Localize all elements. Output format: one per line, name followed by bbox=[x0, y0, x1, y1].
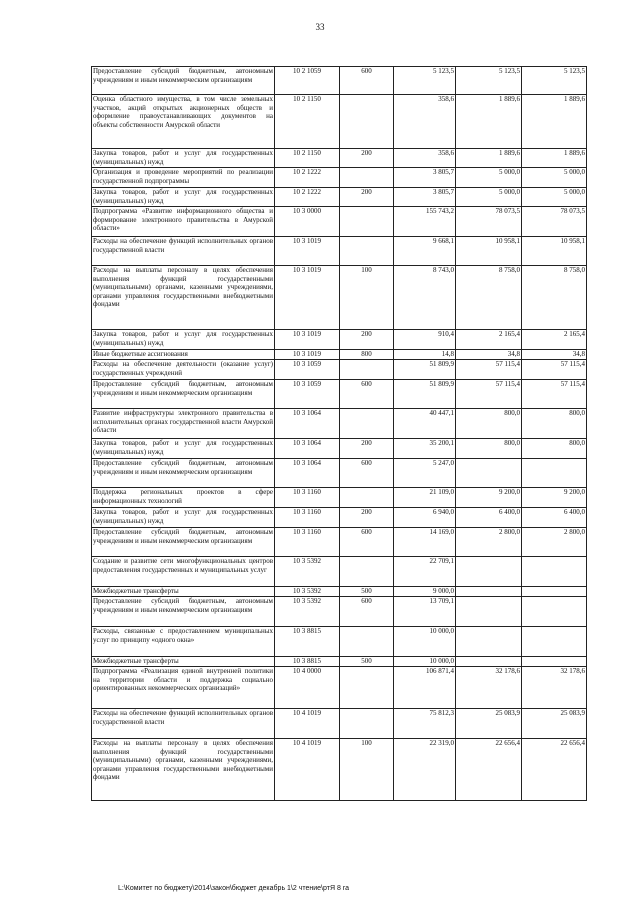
row-code-cell: 10 3 0000 bbox=[275, 207, 340, 237]
row-value-2014-cell: 910,4 bbox=[394, 330, 456, 350]
row-value-2014-cell: 14,8 bbox=[394, 350, 456, 360]
row-value-2014-cell: 51 809,9 bbox=[394, 380, 456, 409]
row-expense-type-cell: 200 bbox=[340, 508, 394, 528]
row-value-2015-cell bbox=[456, 597, 522, 627]
row-name-cell: Межбюджетные трансферты bbox=[92, 587, 275, 597]
row-name-cell: Расходы на обеспечение функций исполнительных органов государственной власти bbox=[92, 237, 275, 266]
row-name-cell: Предоставление субсидий бюджетным, автономным учреждениям и иным некоммерческим организациям bbox=[92, 380, 275, 409]
row-name-cell: Расходы на выплаты персоналу в целях обеспечения выполнения функций государственными (муниципальными) органами, казенными учреждениями, органами управления государственными внебюджетными фондами bbox=[92, 266, 275, 330]
row-name-cell: Закупка товаров, работ и услуг для государственных (муниципальных) нужд bbox=[93, 149, 273, 166]
row-name-cell: Межбюджетные трансферты bbox=[92, 657, 275, 667]
row-expense-type-cell bbox=[340, 627, 394, 657]
row-name-cell: Расходы на обеспечение функций исполнительных органов государственной власти bbox=[92, 709, 275, 739]
row-name-cell: Закупка товаров, работ и услуг для государственных (муниципальных) нужд bbox=[92, 439, 275, 459]
table-row bbox=[92, 67, 587, 95]
table-row bbox=[92, 739, 587, 801]
row-value-2016-cell: 22 656,4 bbox=[522, 739, 587, 801]
row-value-2015-cell: 78 073,5 bbox=[456, 207, 522, 237]
row-name-cell: Предоставление субсидий бюджетным, автономным учреждениям и иным некоммерческим организациям bbox=[92, 597, 275, 627]
row-value-2016-cell: 57 115,4 bbox=[522, 360, 587, 380]
row-expense-type-cell: 600 bbox=[340, 380, 394, 409]
table-row bbox=[92, 360, 587, 380]
row-value-2016-cell: 8 758,0 bbox=[522, 266, 587, 330]
row-value-2015-cell bbox=[456, 587, 522, 597]
row-expense-type-cell bbox=[340, 709, 394, 739]
row-expense-type-cell: 100 bbox=[340, 739, 394, 801]
row-name-cell: Закупка товаров, работ и услуг для государственных (муниципальных) нужд bbox=[92, 330, 275, 350]
table-row bbox=[92, 149, 587, 168]
row-value-2015-cell: 10 958,1 bbox=[456, 237, 522, 266]
row-value-2016-cell: 5 123,5 bbox=[522, 67, 587, 95]
row-value-2014-cell: 51 809,9 bbox=[394, 360, 456, 380]
row-code-cell: 10 2 1150 bbox=[275, 149, 340, 168]
row-value-2016-cell bbox=[522, 627, 587, 657]
row-value-2014-cell: 35 200,1 bbox=[394, 439, 456, 459]
row-value-2015-cell: 32 178,6 bbox=[456, 667, 522, 709]
row-code-cell: 10 2 1150 bbox=[275, 95, 340, 149]
row-value-2016-cell: 57 115,4 bbox=[522, 380, 587, 409]
row-expense-type-cell: 600 bbox=[340, 528, 394, 557]
row-expense-type-cell bbox=[340, 237, 394, 266]
row-name-cell: Оценка областного имущества, в том числе земельных участков, акций открытых акционерных обществ и оформление правоустанавливающих документов на объекты собственности Амурской области bbox=[92, 95, 275, 149]
table-row bbox=[92, 528, 587, 557]
row-value-2015-cell: 1 889,6 bbox=[456, 149, 522, 168]
row-name-cell: Расходы, связанные с предоставлением муниципальных услуг по принципу «одного окна» bbox=[92, 627, 275, 657]
row-name-cell: Подпрограмма «Реализация единой внутренней политики на территории области и поддержка социально ориентированных некоммерческих организаций» bbox=[92, 667, 275, 709]
row-value-2015-cell bbox=[456, 657, 522, 667]
row-code-cell: 10 2 1222 bbox=[275, 188, 340, 207]
row-value-2015-cell: 25 083,9 bbox=[456, 709, 522, 739]
table-row bbox=[92, 709, 587, 739]
row-name-cell: Предоставление субсидий бюджетным, автономным учреждениям и иным некоммерческим организациям bbox=[92, 67, 275, 95]
row-value-2016-cell: 2 800,0 bbox=[522, 528, 587, 557]
row-name-cell: Иные бюджетные ассигнования bbox=[92, 350, 275, 360]
table-row bbox=[92, 667, 587, 709]
row-code-cell: 10 2 1059 bbox=[275, 67, 340, 95]
row-value-2016-cell: 800,0 bbox=[522, 409, 587, 439]
table-row bbox=[92, 409, 587, 439]
row-value-2016-cell bbox=[522, 587, 587, 597]
row-expense-type-cell: 200 bbox=[340, 149, 394, 168]
row-value-2016-cell: 1 889,6 bbox=[522, 95, 587, 149]
row-value-2014-cell: 10 000,0 bbox=[394, 627, 456, 657]
table-row bbox=[92, 439, 587, 459]
table-row bbox=[92, 627, 587, 657]
row-name-cell: Поддержка региональных проектов в сфере информационных технологий bbox=[92, 488, 275, 508]
row-code-cell: 10 3 5392 bbox=[275, 597, 340, 627]
row-expense-type-cell: 600 bbox=[340, 459, 394, 488]
table-row bbox=[92, 188, 587, 207]
row-value-2015-cell: 57 115,4 bbox=[456, 360, 522, 380]
table-row bbox=[92, 207, 587, 237]
row-name-cell: Расходы на обеспечение деятельности (оказание услуг) государственных учреждений bbox=[92, 360, 275, 380]
row-expense-type-cell: 600 bbox=[340, 597, 394, 627]
row-value-2015-cell bbox=[456, 557, 522, 587]
row-value-2014-cell: 9 000,0 bbox=[394, 587, 456, 597]
row-value-2015-cell: 2 800,0 bbox=[456, 528, 522, 557]
row-value-2015-cell: 1 889,6 bbox=[456, 95, 522, 149]
table-row bbox=[92, 237, 587, 266]
row-value-2016-cell bbox=[522, 597, 587, 627]
row-value-2015-cell: 8 758,0 bbox=[456, 266, 522, 330]
row-name-cell: Расходы на выплаты персоналу в целях обеспечения выполнения функций государственными (муниципальными) органами, казенными учреждениями, органами управления государственными внебюджетными фондами bbox=[92, 739, 275, 801]
row-value-2016-cell: 10 958,1 bbox=[522, 237, 587, 266]
row-value-2014-cell: 5 123,5 bbox=[394, 67, 456, 95]
row-value-2014-cell: 22 319,0 bbox=[394, 739, 456, 801]
row-value-2014-cell: 5 247,0 bbox=[394, 459, 456, 488]
file-path-footer: L:\Комитет по бюджету\2014\закон\бюджет декабрь 1\2 чтение\ртЯ 8 ra bbox=[118, 885, 349, 892]
row-code-cell: 10 3 1019 bbox=[275, 237, 340, 266]
row-value-2015-cell: 5 000,0 bbox=[456, 168, 522, 188]
row-value-2014-cell: 22 709,1 bbox=[394, 557, 456, 587]
row-value-2015-cell: 800,0 bbox=[456, 409, 522, 439]
row-expense-type-cell: 500 bbox=[340, 657, 394, 667]
row-value-2014-cell: 358,6 bbox=[394, 95, 456, 149]
row-code-cell: 10 3 1064 bbox=[275, 439, 340, 459]
page-number: 33 bbox=[315, 22, 325, 32]
table-row bbox=[92, 330, 587, 350]
row-value-2014-cell: 75 812,3 bbox=[394, 709, 456, 739]
row-value-2015-cell: 57 115,4 bbox=[456, 380, 522, 409]
table-row bbox=[92, 95, 587, 149]
row-name-cell: Развитие инфраструктуры электронного правительства в исполнительных органах государственной власти Амурской области bbox=[92, 409, 275, 439]
row-value-2016-cell: 5 000,0 bbox=[522, 168, 587, 188]
row-value-2015-cell: 5 123,5 bbox=[456, 67, 522, 95]
row-expense-type-cell: 500 bbox=[340, 587, 394, 597]
row-expense-type-cell bbox=[340, 207, 394, 237]
row-expense-type-cell bbox=[340, 168, 394, 188]
table-row bbox=[92, 350, 587, 360]
row-expense-type-cell bbox=[340, 667, 394, 709]
table-row bbox=[92, 657, 587, 667]
row-code-cell: 10 3 1160 bbox=[275, 528, 340, 557]
row-code-cell: 10 3 1160 bbox=[275, 508, 340, 528]
row-code-cell: 10 3 1064 bbox=[275, 409, 340, 439]
row-code-cell: 10 3 5392 bbox=[275, 587, 340, 597]
row-value-2014-cell: 40 447,1 bbox=[394, 409, 456, 439]
row-value-2016-cell: 34,8 bbox=[522, 350, 587, 360]
row-value-2014-cell: 155 743,2 bbox=[394, 207, 456, 237]
row-code-cell: 10 4 1019 bbox=[275, 709, 340, 739]
row-expense-type-cell: 100 bbox=[340, 266, 394, 330]
row-value-2014-cell: 6 940,0 bbox=[394, 508, 456, 528]
table-row bbox=[92, 597, 587, 627]
row-value-2015-cell bbox=[456, 627, 522, 657]
row-code-cell: 10 3 1064 bbox=[275, 459, 340, 488]
row-expense-type-cell: 200 bbox=[340, 439, 394, 459]
budget-table bbox=[91, 66, 587, 801]
row-value-2016-cell: 9 200,0 bbox=[522, 488, 587, 508]
row-name-cell: Подпрограмма «Развитие информационного общества и формирование электронного правительства в Амурской области» bbox=[92, 207, 275, 237]
row-value-2016-cell: 800,0 bbox=[522, 439, 587, 459]
row-value-2016-cell: 6 400,0 bbox=[522, 508, 587, 528]
row-code-cell: 10 4 0000 bbox=[275, 667, 340, 709]
row-value-2016-cell bbox=[522, 459, 587, 488]
table-row bbox=[92, 266, 587, 330]
table-row bbox=[92, 587, 587, 597]
row-value-2015-cell: 22 656,4 bbox=[456, 739, 522, 801]
row-value-2016-cell: 25 083,9 bbox=[522, 709, 587, 739]
row-value-2016-cell bbox=[522, 557, 587, 587]
table-row bbox=[92, 380, 587, 409]
row-name-cell: Создание и развитие сети многофункциональных центров предоставления государственных и муниципальных услуг bbox=[92, 557, 275, 587]
row-value-2015-cell: 2 165,4 bbox=[456, 330, 522, 350]
row-value-2014-cell: 9 668,1 bbox=[394, 237, 456, 266]
row-expense-type-cell: 200 bbox=[340, 330, 394, 350]
row-value-2016-cell: 5 000,0 bbox=[522, 188, 587, 207]
row-value-2015-cell: 34,8 bbox=[456, 350, 522, 360]
row-code-cell: 10 3 1019 bbox=[275, 266, 340, 330]
row-value-2016-cell: 78 073,5 bbox=[522, 207, 587, 237]
row-value-2014-cell: 8 743,0 bbox=[394, 266, 456, 330]
table-row bbox=[92, 488, 587, 508]
row-value-2014-cell: 10 000,0 bbox=[394, 657, 456, 667]
row-expense-type-cell bbox=[340, 95, 394, 149]
row-expense-type-cell bbox=[340, 360, 394, 380]
row-expense-type-cell bbox=[340, 488, 394, 508]
table-row bbox=[92, 508, 587, 528]
row-code-cell: 10 3 1160 bbox=[275, 488, 340, 508]
row-value-2014-cell: 358,6 bbox=[394, 149, 456, 168]
row-value-2014-cell: 21 109,0 bbox=[394, 488, 456, 508]
row-code-cell: 10 3 1059 bbox=[275, 360, 340, 380]
row-expense-type-cell bbox=[340, 557, 394, 587]
row-value-2014-cell: 13 709,1 bbox=[394, 597, 456, 627]
row-value-2014-cell: 106 871,4 bbox=[394, 667, 456, 709]
table-row bbox=[92, 557, 587, 587]
row-value-2014-cell: 14 169,0 bbox=[394, 528, 456, 557]
row-value-2015-cell: 5 000,0 bbox=[456, 188, 522, 207]
row-value-2014-cell: 3 805,7 bbox=[394, 168, 456, 188]
row-value-2015-cell: 9 200,0 bbox=[456, 488, 522, 508]
row-expense-type-cell: 800 bbox=[340, 350, 394, 360]
row-name-cell: Закупка товаров, работ и услуг для государственных (муниципальных) нужд bbox=[92, 508, 275, 528]
row-value-2016-cell bbox=[522, 657, 587, 667]
row-code-cell: 10 3 5392 bbox=[275, 557, 340, 587]
row-code-cell: 10 2 1222 bbox=[275, 168, 340, 188]
row-expense-type-cell: 600 bbox=[340, 67, 394, 95]
row-value-2016-cell: 32 178,6 bbox=[522, 667, 587, 709]
row-code-cell: 10 3 8815 bbox=[275, 627, 340, 657]
row-name-cell: Предоставление субсидий бюджетным, автономным учреждениям и иным некоммерческим организациям bbox=[92, 528, 275, 557]
row-value-2015-cell bbox=[456, 459, 522, 488]
row-value-2016-cell: 1 889,6 bbox=[522, 149, 587, 168]
row-value-2015-cell: 6 400,0 bbox=[456, 508, 522, 528]
row-expense-type-cell: 200 bbox=[340, 188, 394, 207]
row-code-cell: 10 3 8815 bbox=[275, 657, 340, 667]
row-code-cell: 10 3 1019 bbox=[275, 330, 340, 350]
row-code-cell: 10 4 1019 bbox=[275, 739, 340, 801]
row-name-cell: Организация и проведение мероприятий по реализации государственной подпрограммы bbox=[92, 168, 275, 188]
table-row bbox=[92, 459, 587, 488]
row-value-2015-cell: 800,0 bbox=[456, 439, 522, 459]
row-value-2016-cell: 2 165,4 bbox=[522, 330, 587, 350]
row-value-2014-cell: 3 805,7 bbox=[394, 188, 456, 207]
row-code-cell: 10 3 1059 bbox=[275, 380, 340, 409]
row-name-cell: Предоставление субсидий бюджетным, автономным учреждениям и иным некоммерческим организациям bbox=[92, 459, 275, 488]
row-expense-type-cell bbox=[340, 409, 394, 439]
row-code-cell: 10 3 1019 bbox=[275, 350, 340, 360]
table-row bbox=[92, 168, 587, 188]
row-name-cell: Закупка товаров, работ и услуг для государственных (муниципальных) нужд bbox=[93, 188, 273, 205]
